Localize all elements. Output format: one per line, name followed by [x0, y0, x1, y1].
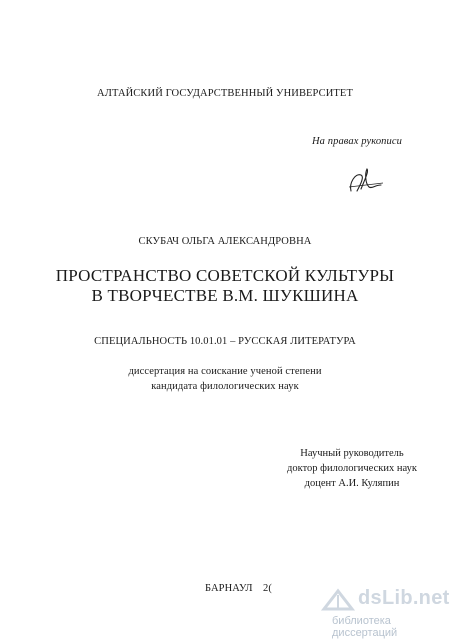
thesis-title-line2: В ТВОРЧЕСТВЕ В.М. ШУКШИНА — [91, 286, 359, 305]
year-partial: 2( — [263, 583, 272, 594]
signature-icon — [345, 165, 385, 197]
specialty: СПЕЦИАЛЬНОСТЬ 10.01.01 – РУССКАЯ ЛИТЕРАТУРА — [94, 336, 356, 347]
thesis-title-line1: ПРОСТРАНСТВО СОВЕТСКОЙ КУЛЬТУРЫ — [55, 266, 395, 285]
degree-line1: диссертация на соискание ученой степени — [128, 366, 322, 377]
city: БАРНАУЛ — [205, 583, 253, 594]
author-name: СКУБАЧ ОЛЬГА АЛЕКСАНДРОВНА — [138, 236, 312, 247]
manuscript-rights: На правах рукописи — [312, 136, 402, 147]
supervisor-role: Научный руководитель — [300, 448, 404, 459]
supervisor-degree: доктор филологических наук — [287, 463, 417, 474]
watermark-logo: dsLib.net — [358, 587, 450, 609]
book-icon — [320, 585, 356, 615]
watermark-subtitle: библиотека диссертаций — [332, 615, 398, 639]
supervisor-name: доцент А.И. Куляпин — [304, 478, 400, 489]
watermark — [320, 585, 450, 639]
university-name: АЛТАЙСКИЙ ГОСУДАРСТВЕННЫЙ УНИВЕРСИТЕТ — [97, 88, 353, 99]
degree-line2: кандидата филологических наук — [151, 381, 299, 392]
